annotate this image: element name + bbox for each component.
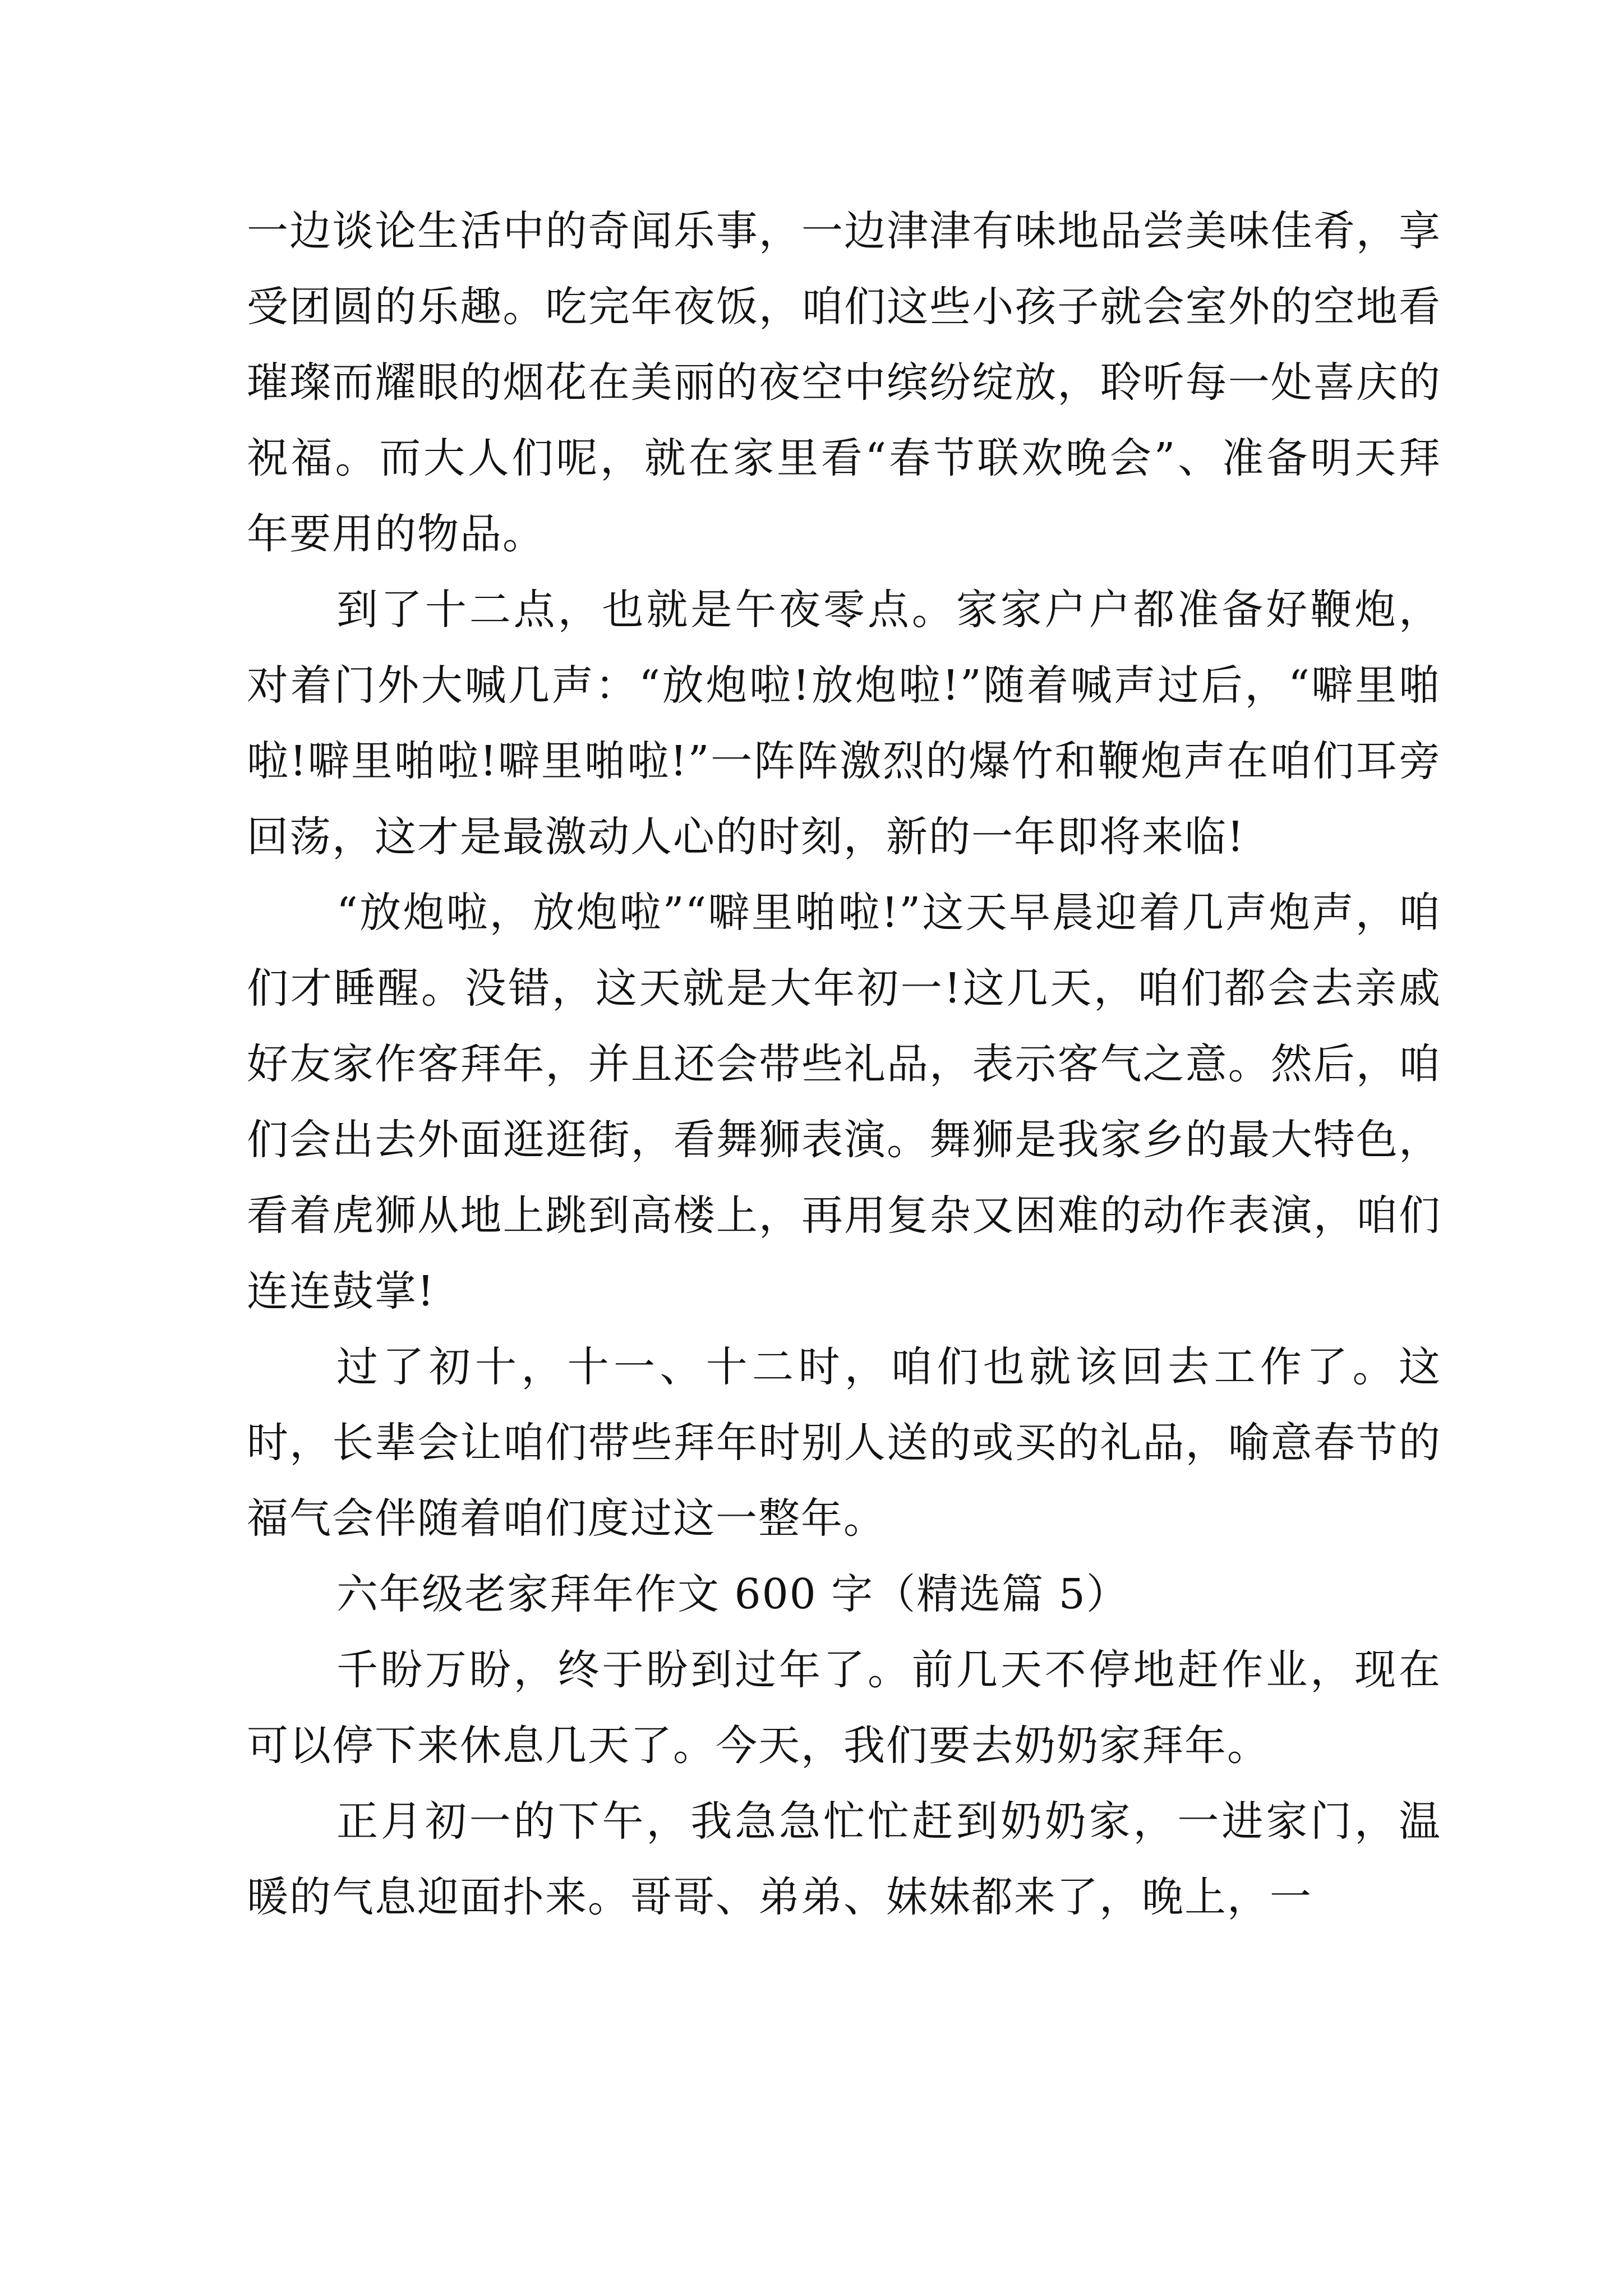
paragraph-3: “放炮啦，放炮啦”“噼里啪啦!”这天早晨迎着几声炮声，咱们才睡醒。没错，这天就是大年初一!这几天，咱们都会去亲戚好友家作客拜年，并且还会带些礼品，表示客气之意。然后，咱们会出去外面逛逛街，看舞狮表演。舞狮是我家乡的最大特色，看着虎狮从地上跳到高楼上，再用复杂又困难的动作表演，咱们连连鼓掌!: [247, 889, 1441, 1315]
paragraph-1: 一边谈论生活中的奇闻乐事，一边津津有味地品尝美味佳肴，享受团圆的乐趣。吃完年夜饭，咱们这些小孩子就会室外的空地看璀璨而耀眼的烟花在美丽的夜空中缤纷绽放，聆听每一处喜庆的祝福。而大人们呢，就在家里看“春节联欢晚会”、准备明天拜年要用的物品。: [247, 207, 1441, 558]
paragraph-5: 千盼万盼，终于盼到过年了。前几天不停地赶作业，现在可以停下来休息几天了。今天，我们要去奶奶家拜年。: [247, 1646, 1441, 1770]
paragraph-4: 过了初十，十一、十二时，咱们也就该回去工作了。这时，长辈会让咱们带些拜年时别人送的或买的礼品，喻意春节的福气会伴随着咱们度过这一整年。: [247, 1343, 1441, 1543]
document-body: [247, 194, 1441, 1935]
paragraph-2: 到了十二点，也就是午夜零点。家家户户都准备好鞭炮，对着门外大喊几声：“放炮啦!放炮啦!”随着喊声过后，“噼里啪啦!噼里啪啦!噼里啪啦!”一阵阵激烈的爆竹和鞭炮声在咱们耳旁回荡，这才是最激动人心的时刻，新的一年即将来临!: [247, 586, 1441, 861]
section-heading: 六年级老家拜年作文 600 字（精选篇 5）: [336, 1570, 1129, 1618]
paragraph-6: 正月初一的下午，我急急忙忙赶到奶奶家，一进家门，温暖的气息迎面扑来。哥哥、弟弟、妹妹都来了，晚上，一: [247, 1797, 1441, 1921]
